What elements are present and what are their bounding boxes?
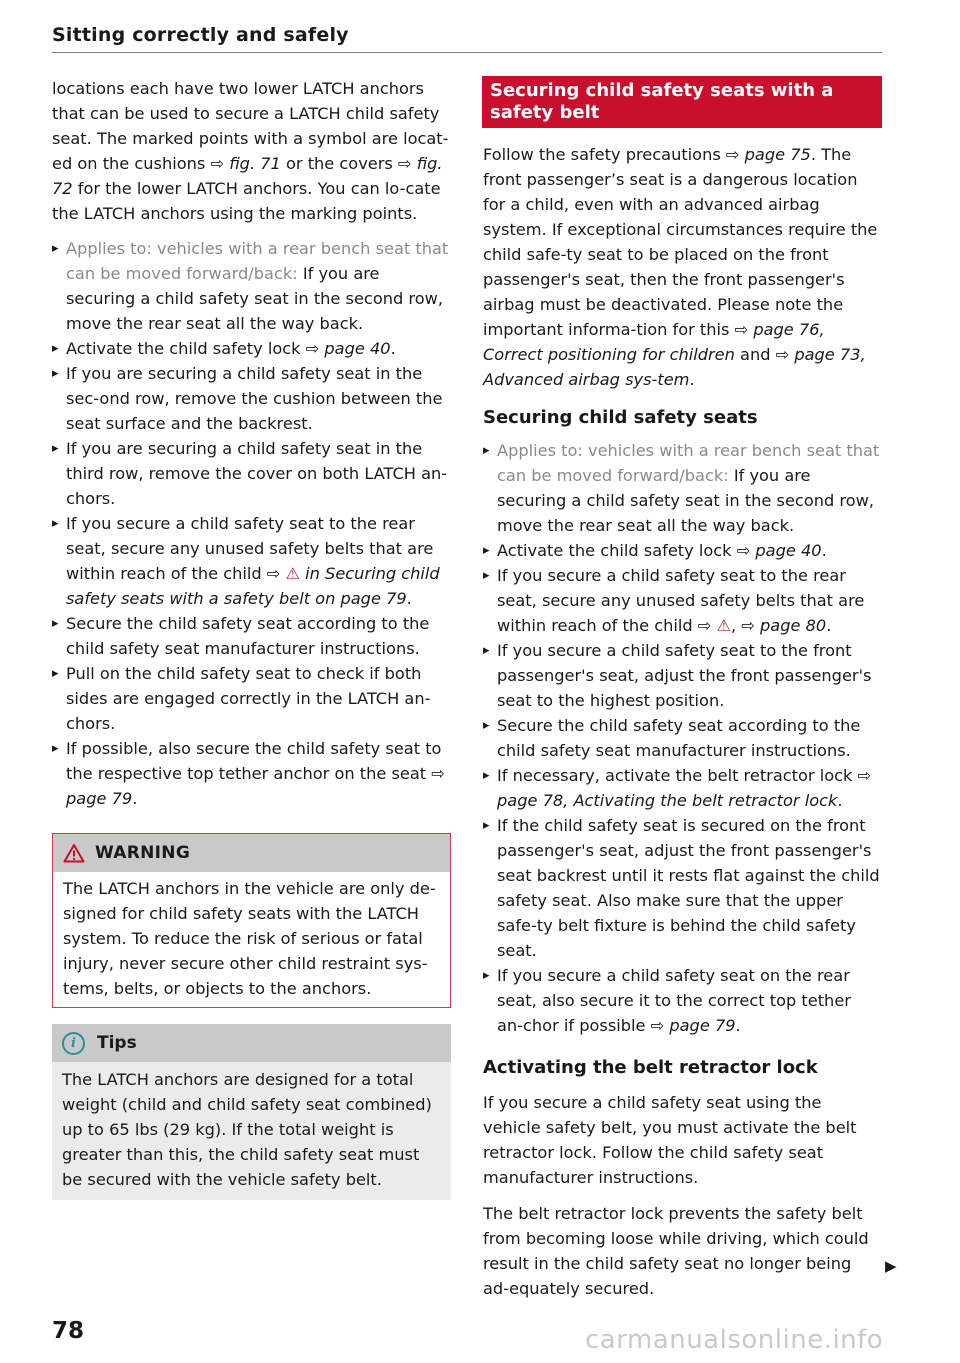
subheading-belt-retractor: Activating the belt retractor lock [483,1057,818,1078]
continue-arrow-icon: ▶ [885,1257,897,1275]
warning-box [52,833,451,1008]
page-number: 78 [52,1318,85,1344]
list-item: ▸ Activate the child safety lock ⇨ page 40. [52,336,451,361]
list-item: ▸ If you secure a child safety seat on the rear seat, also secure it to the correct top tether an-chor if possible ⇨ page 79. [483,963,882,1038]
list-item: ▸ Applies to: vehicles with a rear bench seat that can be moved forward/back: If you are securing a child safety seat in the second row, move the rear seat all the way back. [52,236,451,336]
warning-symbol-icon: ⚠ [285,564,300,583]
right-column [483,76,882,1301]
page-75-link[interactable]: ⇨ page 75 [725,145,811,164]
page-76-link[interactable]: ⇨ page 76, Correct positioning for children [483,320,825,364]
watermark: carmanualsonline.info [585,1325,884,1355]
belt-steps-list [483,438,882,1038]
safety-precautions-paragraph: Follow the safety precautions ⇨ page 75. The front passenger’s seat is a dangerous location for a child, even with an advanced airbag system. If exceptional circumstances require the child safe-ty seat to be placed on the front passenger's seat, then the front passenger's airbag must be deactivated. Please note the important informa-tion for this ⇨ page 76, Correct positioning for children and ⇨ page 73, Advanced airbag sys-tem. [483,145,878,389]
warning-symbol-icon: ⚠ [716,616,731,635]
tips-header [52,1024,451,1062]
header-title: Sitting correctly and safely [52,24,349,46]
section-title-safety-belt: Securing child safety seats with a safety belt [482,76,882,128]
page-40-link[interactable]: ⇨ page 40 [305,339,391,358]
warning-title: WARNING [95,842,191,863]
list-item: ▸ If necessary, activate the belt retractor lock ⇨ page 78, Activating the belt retractor lock. [483,763,882,813]
tips-text: The LATCH anchors are designed for a total weight (child and child safety seat combined) up to 65 lbs (29 kg). If the total weight is greater than this, the child safety seat must be secured with the vehicle safety belt. [52,1062,451,1200]
fig-71-link[interactable]: ⇨ fig. 71 [210,154,281,173]
list-item: ▸ Activate the child safety lock ⇨ page 40. [483,538,882,563]
header-divider [52,52,882,53]
list-item: ▸ Applies to: vehicles with a rear bench seat that can be moved forward/back: If you are securing a child safety seat in the second row, move the rear seat all the way back. [483,438,882,538]
list-item: ▸ If you secure a child safety seat to the rear seat, secure any unused safety belts that are within reach of the child ⇨ ⚠, ⇨ page 80. [483,563,882,638]
intro-paragraph: locations each have two lower LATCH anchors that can be used to secure a LATCH child safety seat. The marked points with a symbol are locat-ed on the cushions ⇨ fig. 71 or the covers ⇨ fig. 72 for the lower LATCH anchors. You can lo-cate the LATCH anchors using the marking points. [52,79,449,223]
list-item: ▸ Secure the child safety seat according to the child safety seat manufacturer instructions. [52,611,451,661]
retractor-paragraph-1: If you secure a child safety seat using the vehicle safety belt, you must activate the belt retractor lock. Follow the child safety seat manufacturer instructions. [483,1093,857,1187]
info-icon: i [62,1032,85,1055]
page-79-warning-link[interactable]: in Securing child safety seats with a safety belt on page 79 [66,564,440,608]
list-item: ▸ If you secure a child safety seat to the rear seat, secure any unused safety belts that are within reach of the child ⇨ ⚠ in Securing child safety seats with a safety belt on page 79. [52,511,451,611]
page-79-link[interactable]: ⇨ page 79 [650,1016,736,1035]
list-item: ▸ If you are securing a child safety seat in the sec-ond row, remove the cushion between the seat surface and the backrest. [52,361,451,436]
list-item: ▸ If possible, also secure the child safety seat to the respective top tether anchor on the seat ⇨ page 79. [52,736,451,811]
page-79-link[interactable]: ⇨ page 79 [66,764,445,808]
warning-text: The LATCH anchors in the vehicle are only de-signed for child safety seats with the LATCH system. To reduce the risk of serious or fatal injury, never secure other child restraint sys-tems, belts, or objects to the anchors. [63,879,436,998]
tips-box [52,1024,451,1200]
page-40-link[interactable]: ⇨ page 40 [736,541,822,560]
list-item: ▸ Pull on the child safety seat to check if both sides are engaged correctly in the LATCH an-chors. [52,661,451,736]
list-item: ▸ If the child safety seat is secured on the front passenger's seat, adjust the front passenger's seat backrest until it rests flat against the child safety seat. Also make sure that the upper safe-ty belt fixture is behind the child safety seat. [483,813,882,963]
page-78-link[interactable]: ⇨ page 78, Activating the belt retractor lock [497,766,872,810]
list-item: ▸ If you are securing a child safety seat in the third row, remove the cover on both LATCH an-chors. [52,436,451,511]
warning-triangle-icon [63,843,85,863]
list-item: ▸ If you secure a child safety seat to the front passenger's seat, adjust the front passenger's seat to the highest position. [483,638,882,713]
tips-title: Tips [97,1032,137,1053]
latch-steps-list [52,236,451,811]
retractor-paragraph-2: The belt retractor lock prevents the safety belt from becoming loose while driving, which could result in the child safety seat no longer being ad-equately secured. [483,1204,869,1298]
page-73-link[interactable]: ⇨ page 73, Advanced airbag sys-tem [483,345,866,389]
fig-72-link[interactable]: ⇨ fig. 72 [52,154,443,198]
left-column [52,76,451,1200]
warning-header [53,834,450,872]
list-item: ▸ Secure the child safety seat according to the child safety seat manufacturer instructions. [483,713,882,763]
subheading-securing-seats: Securing child safety seats [483,407,758,428]
page-80-link[interactable]: ⇨ page 80 [741,616,827,635]
page-header [52,24,882,46]
